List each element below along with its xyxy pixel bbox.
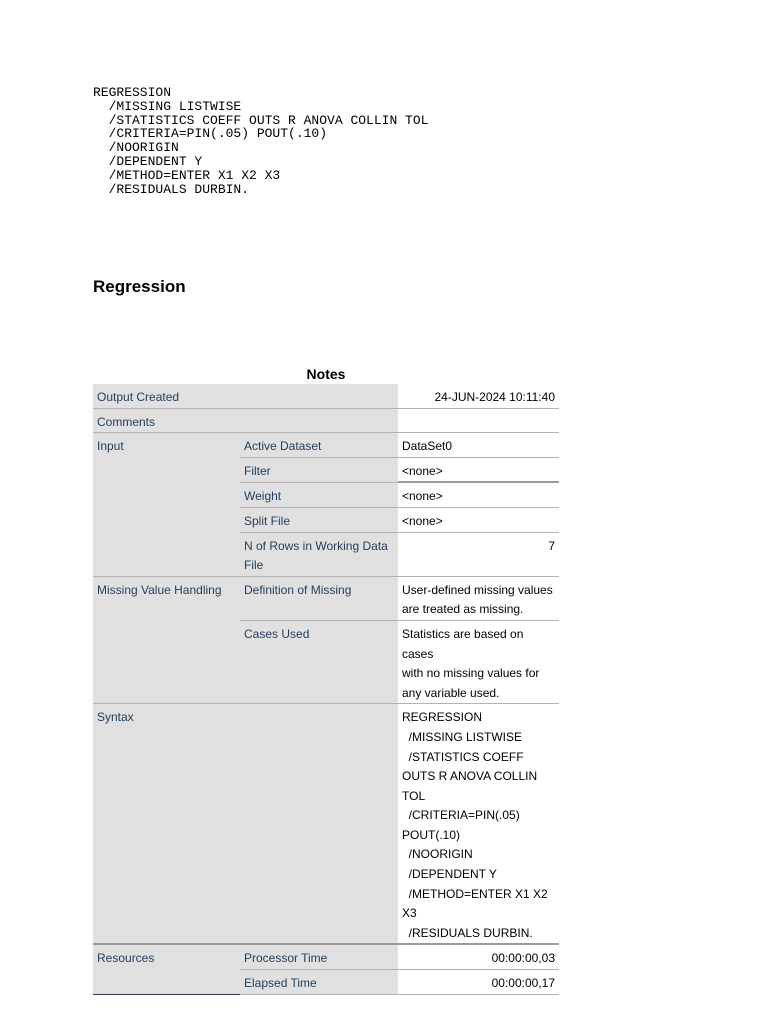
n-rows-value: 7 <box>398 532 559 576</box>
syntax-value-line: OUTS R ANOVA COLLIN <box>402 769 538 784</box>
syntax-value-line: X3 <box>402 906 417 921</box>
row-label: Comments <box>93 408 398 433</box>
syntax-line: /NOORIGIN <box>93 140 179 156</box>
row-label: Processor Time <box>240 944 398 969</box>
table-row <box>93 944 559 969</box>
row-group-label: Resources <box>93 944 240 994</box>
syntax-code-block <box>93 86 428 196</box>
section-heading: Regression <box>93 277 186 296</box>
row-label: Active Dataset <box>240 433 398 458</box>
split-file-value: <none> <box>398 507 559 532</box>
syntax-value-line: /MISSING LISTWISE <box>402 729 523 744</box>
syntax-value-line: /RESIDUALS DURBIN. <box>402 925 533 940</box>
row-group-label: Input <box>93 433 240 577</box>
row-label: Syntax <box>93 704 398 945</box>
table-row <box>93 384 559 408</box>
table-title: Notes <box>306 366 346 382</box>
syntax-value-line: /DEPENDENT Y <box>402 867 497 882</box>
syntax-value-line: /STATISTICS COEFF <box>402 749 524 764</box>
syntax-value-line: POUT(.10) <box>402 827 461 842</box>
row-label: Cases Used <box>240 620 398 703</box>
comments-value <box>398 408 559 433</box>
active-dataset-value: DataSet0 <box>398 433 559 458</box>
cases-used-value <box>398 620 559 703</box>
syntax-value-line: TOL <box>402 788 426 803</box>
row-label: Output Created <box>93 384 398 408</box>
value-line: are treated as missing. <box>402 602 524 617</box>
row-label: Filter <box>240 457 398 482</box>
table-row <box>93 408 559 433</box>
row-label: Weight <box>240 482 398 507</box>
syntax-value <box>398 704 559 945</box>
syntax-value-line: /CRITERIA=PIN(.05) <box>402 808 520 823</box>
notes-table <box>93 384 559 995</box>
row-label: Definition of Missing <box>240 576 398 620</box>
syntax-value-line: /METHOD=ENTER X1 X2 <box>402 886 548 901</box>
syntax-line: /DEPENDENT Y <box>93 153 203 169</box>
processor-time-value: 00:00:00,03 <box>398 944 559 969</box>
value-line: Statistics are based on cases <box>402 626 524 661</box>
syntax-line: /STATISTICS COEFF OUTS R ANOVA COLLIN TOL <box>93 112 429 128</box>
syntax-line: /CRITERIA=PIN(.05) POUT(.10) <box>93 126 328 142</box>
table-row <box>93 704 559 945</box>
syntax-value-line: REGRESSION <box>402 710 483 725</box>
weight-value: <none> <box>398 482 559 507</box>
table-row <box>93 576 559 620</box>
row-label: Elapsed Time <box>240 970 398 995</box>
row-label <box>240 532 398 576</box>
elapsed-time-value: 00:00:00,17 <box>398 970 559 995</box>
syntax-line: /RESIDUALS DURBIN. <box>93 181 250 197</box>
output-created-value: 24-JUN-2024 10:11:40 <box>398 384 559 408</box>
row-group-label: Missing Value Handling <box>93 576 240 704</box>
table-row <box>93 433 559 458</box>
value-line: User-defined missing values <box>402 582 553 597</box>
row-label: Split File <box>240 507 398 532</box>
syntax-line: /METHOD=ENTER X1 X2 X3 <box>93 167 281 183</box>
value-line: any variable used. <box>402 685 500 700</box>
row-label-line: File <box>244 558 264 573</box>
syntax-value-line: /NOORIGIN <box>402 847 473 862</box>
row-label-line: N of Rows in Working Data <box>244 538 388 553</box>
definition-of-missing-value <box>398 576 559 620</box>
filter-value: <none> <box>398 457 559 482</box>
syntax-line: /MISSING LISTWISE <box>93 98 242 114</box>
syntax-line: REGRESSION <box>93 85 172 100</box>
value-line: with no missing values for <box>402 666 540 681</box>
